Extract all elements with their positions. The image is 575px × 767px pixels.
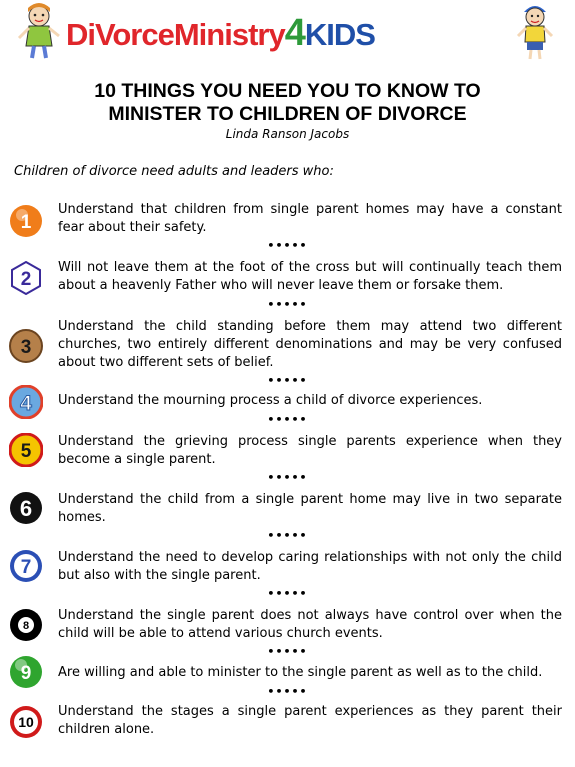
number-4-icon bbox=[9, 385, 43, 419]
item-text: Understand the grieving process single parents experience when they become a single parent. bbox=[58, 434, 562, 467]
number-7-icon bbox=[9, 549, 43, 583]
site-logo bbox=[66, 12, 375, 55]
item-text: Understand the child standing before them may attend two different churches, two entirely different denominations and may be very confused about two different sets of belief. bbox=[58, 319, 562, 370]
separator: ••••• bbox=[267, 587, 308, 600]
separator: ••••• bbox=[267, 298, 308, 311]
item-text: Will not leave them at the foot of the cross but will continually teach them about a heavenly Father who will never leave them or forsake them. bbox=[58, 260, 562, 293]
logo-text-kids: KIDS bbox=[304, 17, 375, 52]
svg-text:9: 9 bbox=[20, 663, 32, 684]
item-text: Understand the stages a single parent experiences as they parent their children alone. bbox=[58, 704, 562, 737]
author: Linda Ranson Jacobs bbox=[225, 127, 350, 141]
number-6-icon bbox=[9, 491, 43, 525]
item-text: Understand the mourning process a child of divorce experiences. bbox=[58, 393, 483, 408]
header-banner bbox=[0, 0, 575, 64]
separator: ••••• bbox=[267, 645, 308, 658]
item-text: Understand the child from a single parent home may live in two separate homes. bbox=[58, 492, 562, 525]
item-text: Understand the single parent does not always have control over when the child will be able to attend various church events. bbox=[58, 608, 562, 641]
svg-text:2: 2 bbox=[20, 269, 32, 290]
logo-text-main: DiVorceMinistry bbox=[66, 17, 285, 52]
svg-text:10: 10 bbox=[18, 714, 34, 730]
girl-mascot-icon bbox=[16, 2, 62, 60]
svg-text:6: 6 bbox=[19, 496, 33, 521]
item-text: Understand that children from single parent homes may have a constant fear about their safety. bbox=[58, 202, 562, 235]
number-2-icon bbox=[9, 261, 43, 295]
number-1-icon bbox=[9, 204, 43, 238]
intro-text: Children of divorce need adults and leaders who: bbox=[14, 164, 334, 179]
number-5-icon bbox=[9, 433, 43, 467]
number-10-icon bbox=[9, 705, 43, 739]
separator: ••••• bbox=[267, 239, 308, 252]
number-9-icon bbox=[9, 655, 43, 689]
number-8-icon bbox=[9, 608, 43, 642]
item-text: Are willing and able to minister to the single parent as well as to the child. bbox=[58, 665, 543, 680]
item-text: Understand the need to develop caring relationships with not only the child but also with the single parent. bbox=[58, 550, 562, 583]
svg-text:1: 1 bbox=[20, 212, 32, 233]
separator: ••••• bbox=[267, 685, 308, 698]
title-line-1: 10 THINGS YOU NEED YOU TO KNOW TO bbox=[94, 80, 481, 102]
boy-mascot-icon bbox=[512, 2, 558, 60]
separator: ••••• bbox=[267, 471, 308, 484]
svg-text:8: 8 bbox=[22, 620, 30, 632]
page-title bbox=[0, 80, 575, 126]
separator: ••••• bbox=[267, 413, 308, 426]
separator: ••••• bbox=[267, 374, 308, 387]
title-line-2: MINISTER TO CHILDREN OF DIVORCE bbox=[108, 103, 467, 125]
svg-text:3: 3 bbox=[20, 337, 32, 358]
svg-text:7: 7 bbox=[20, 557, 32, 578]
separator: ••••• bbox=[267, 529, 308, 542]
svg-text:5: 5 bbox=[20, 441, 32, 462]
svg-text:4: 4 bbox=[20, 392, 32, 415]
number-3-icon bbox=[9, 329, 43, 363]
logo-text-four: 4 bbox=[284, 12, 305, 54]
